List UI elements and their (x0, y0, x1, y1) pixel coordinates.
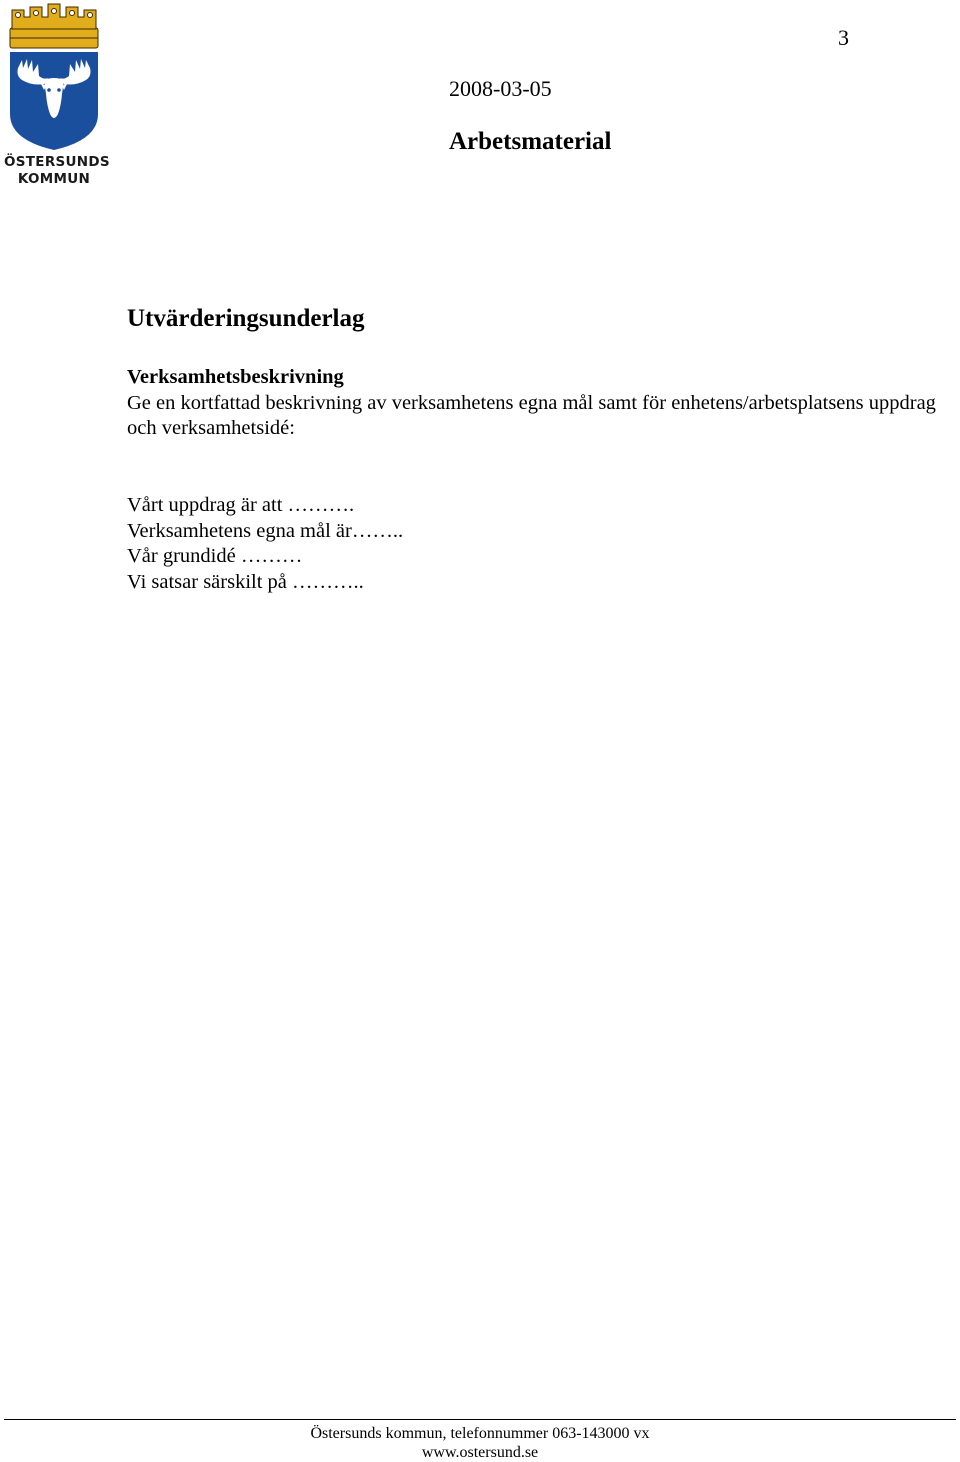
section-heading: Verksamhetsbeskrivning (127, 366, 344, 388)
logo-text-line2: KOMMUN (17, 171, 91, 187)
section-text: Ge en kortfattad beskrivning av verksamhetens egna mål samt för enhetens/arbetsplatsens uppdrag och verksamhetsidé: (127, 391, 936, 439)
ostersund-coat-of-arms-logo (4, 2, 110, 188)
footer-website: www.ostersund.se (421, 1444, 539, 1461)
section-verksamhetsbeskrivning (127, 365, 947, 442)
page-number: 3 (838, 25, 849, 50)
page-title: Utvärderingsunderlag (127, 305, 365, 332)
fill-line-satsar: Vi satsar särskilt på ……….. (127, 570, 364, 593)
fill-line-uppdrag: Vårt uppdrag är att ………. (127, 494, 355, 516)
footer-divider (4, 1419, 956, 1420)
coat-of-arms-icon (4, 2, 104, 152)
page-footer (0, 1424, 960, 1462)
logo-text-line1: ÖSTERSUNDS (4, 154, 110, 170)
document-status-label: Arbetsmaterial (449, 128, 612, 155)
document-date: 2008-03-05 (449, 76, 552, 101)
fill-line-egna-mal: Verksamhetens egna mål är…….. (127, 519, 404, 542)
fill-in-lines (127, 493, 403, 595)
fill-line-grundide: Vår grundidé ……… (127, 545, 303, 567)
footer-contact: Östersunds kommun, telefonnummer 063-143000 vx (310, 1425, 650, 1442)
